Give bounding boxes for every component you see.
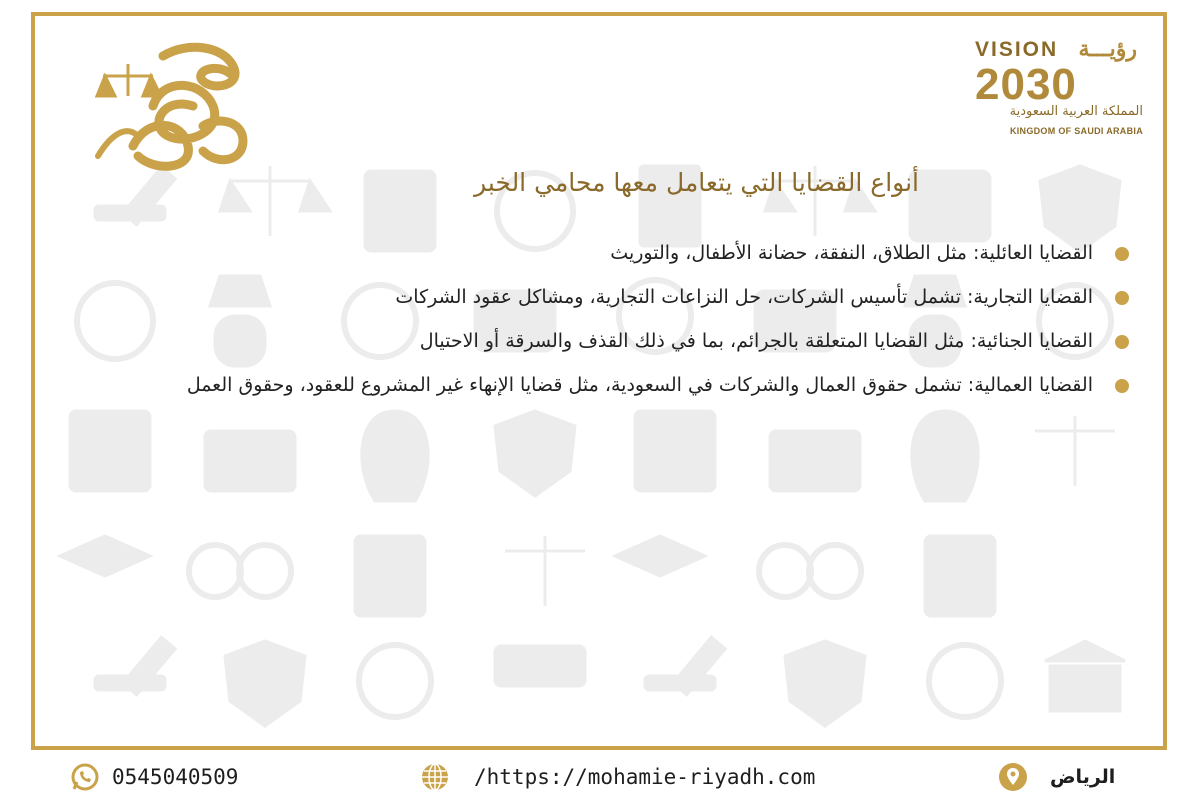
phone-contact[interactable] bbox=[70, 762, 238, 792]
website-link[interactable] bbox=[420, 762, 815, 792]
list-item bbox=[73, 231, 1133, 275]
location-contact bbox=[998, 762, 1115, 792]
bullet-dot bbox=[1115, 335, 1129, 349]
list-item-text: القضايا الجنائية: مثل القضايا المتعلقة بالجرائم، بما في ذلك القذف والسرقة أو الاحتيال bbox=[419, 330, 1093, 352]
whatsapp-icon bbox=[70, 762, 100, 792]
calligraphy-scales-logo bbox=[93, 36, 253, 176]
list-item-text: القضايا العائلية: مثل الطلاق، النفقة، حضانة الأطفال، والتوريث bbox=[610, 242, 1093, 264]
list-item bbox=[73, 319, 1133, 363]
list-item bbox=[73, 275, 1133, 319]
content-frame bbox=[31, 12, 1167, 750]
location-pin-icon bbox=[998, 762, 1028, 792]
vision-english-kingdom: KINGDOM OF SAUDI ARABIA bbox=[1009, 126, 1143, 136]
vision-arabic-kingdom: المملكة العربية السعودية bbox=[1009, 104, 1143, 119]
bullet-dot bbox=[1115, 291, 1129, 305]
globe-icon bbox=[420, 762, 450, 792]
case-types-list bbox=[73, 231, 1133, 407]
vision-word: VISION bbox=[975, 38, 1059, 61]
page-title: أنواع القضايا التي يتعامل معها محامي الخبر bbox=[474, 168, 919, 197]
city-name: الرياض bbox=[1050, 766, 1116, 788]
phone-number: 0545040509 bbox=[112, 765, 239, 789]
vision-year: 2030 bbox=[975, 60, 1077, 109]
list-item-text: القضايا التجارية: تشمل تأسيس الشركات، حل النزاعات التجارية، ومشاكل عقود الشركات bbox=[395, 286, 1093, 308]
list-item-text: القضايا العمالية: تشمل حقوق العمال والشركات في السعودية، مثل قضايا الإنهاء غير المشروع للعقود، وحقوق العمل bbox=[186, 374, 1093, 396]
website-url: /https://mohamie-riyadh.com bbox=[474, 765, 816, 789]
vision-2030-logo bbox=[975, 38, 1145, 148]
bullet-dot bbox=[1115, 379, 1129, 393]
list-item bbox=[73, 363, 1133, 407]
bullet-dot bbox=[1115, 247, 1129, 261]
contact-footer bbox=[0, 752, 1200, 800]
vision-arabic-word: رؤيـــة bbox=[1078, 36, 1137, 61]
